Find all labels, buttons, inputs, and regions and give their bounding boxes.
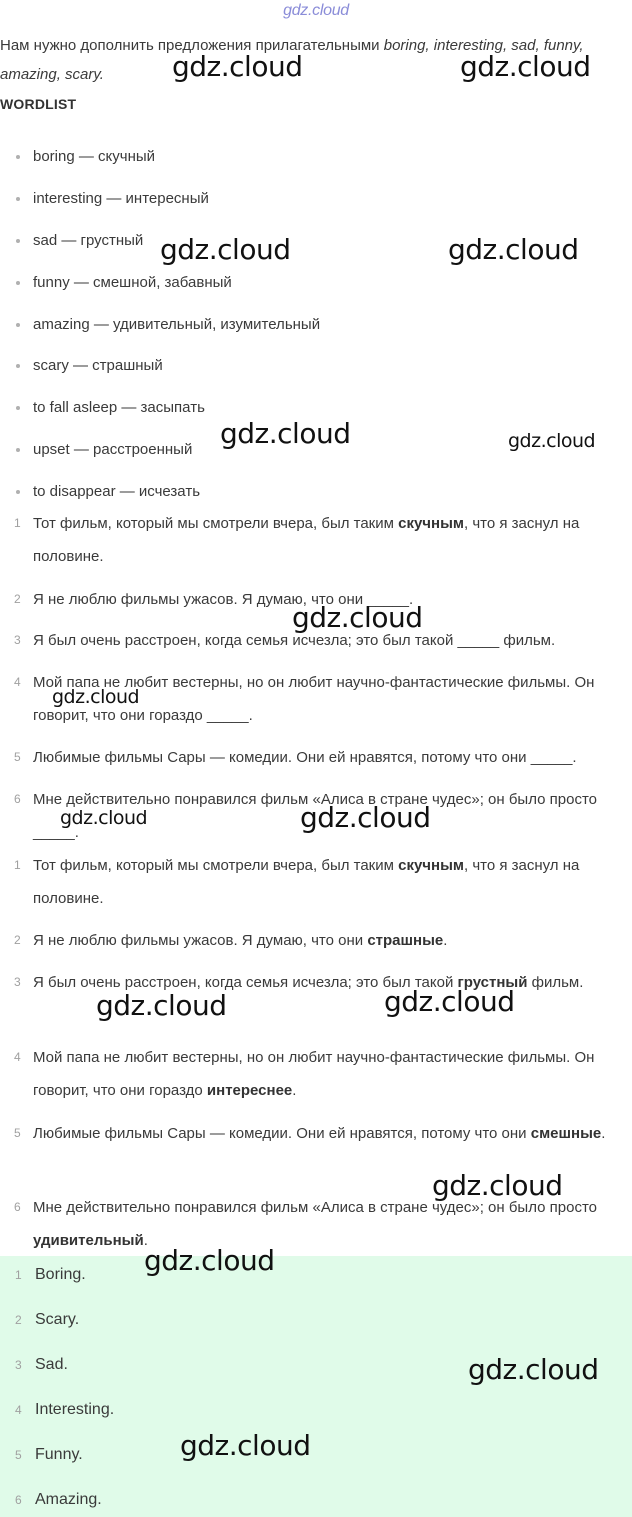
watermark: gdz.cloud [432, 1169, 563, 1202]
watermark: gdz.cloud [60, 807, 148, 829]
watermark: gdz.cloud [144, 1244, 275, 1277]
bullet-icon [16, 239, 20, 243]
watermark: gdz.cloud [172, 50, 303, 83]
watermark: gdz.cloud [448, 233, 579, 266]
wordlist-title: WORDLIST [0, 96, 77, 112]
bullet-icon [16, 364, 20, 368]
bullet-icon [16, 406, 20, 410]
bullet-icon [16, 323, 20, 327]
answers-panel: 1 Boring. 2 Scary. 3 Sad. 4 Interesting. 5 Funny. 6 Amazing. [0, 1256, 632, 1517]
watermark: gdz.cloud [52, 686, 140, 708]
watermark: gdz.cloud [160, 233, 291, 266]
intro-text: Нам нужно дополнить предложения прилагательными [0, 37, 380, 54]
watermark: gdz.cloud [292, 601, 423, 634]
site-logo[interactable]: gdz.cloud [283, 2, 349, 19]
bullet-icon [16, 155, 20, 159]
task-intro [0, 31, 628, 89]
intro-adjectives: boring, interesting, sad, funny, amazing, scary. [0, 37, 584, 83]
bullet-icon [16, 448, 20, 452]
watermark: gdz.cloud [96, 989, 227, 1022]
watermark: gdz.cloud [220, 417, 351, 450]
watermark: gdz.cloud [508, 430, 596, 452]
watermark: gdz.cloud [384, 985, 515, 1018]
watermark: gdz.cloud [460, 50, 591, 83]
bullet-icon [16, 197, 20, 201]
bullet-icon [16, 281, 20, 285]
watermark: gdz.cloud [300, 801, 431, 834]
bullet-icon [16, 490, 20, 494]
watermark: gdz.cloud [468, 1353, 599, 1386]
watermark: gdz.cloud [180, 1429, 311, 1462]
